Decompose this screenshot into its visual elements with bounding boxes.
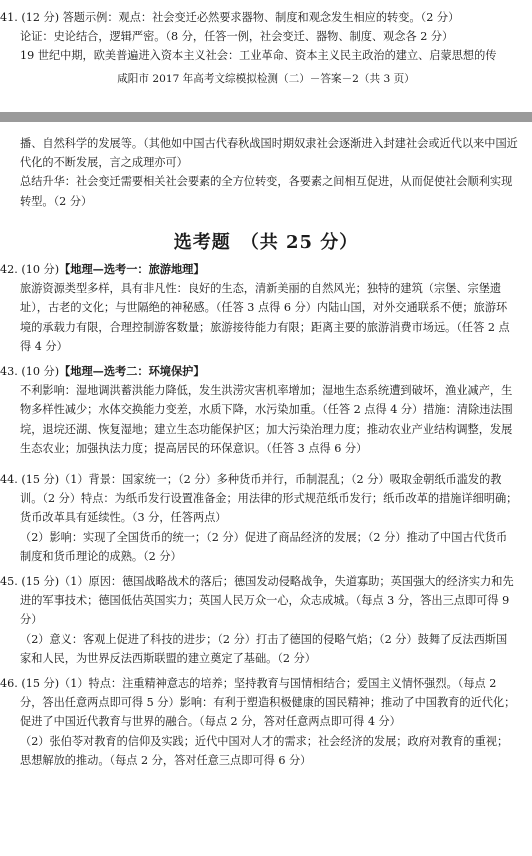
q42-topic-tag: 【地理—选考一：旅游地理】 (59, 262, 205, 277)
question-45 (0, 572, 532, 668)
q41-answer-line1: 41. (12 分) 答题示例：观点：社会变迁必然要求器物、制度和观念发生相应的转变。（2 分） (0, 11, 460, 24)
q44-part1: 44. (15 分)（1）背景：国家统一；（2 分）多种货币并行，币制混乱；（2 分）吸取金朝纸币滥发的教训。（2 分）特点：为纸币发行设置准备金；用法律的形式规范纸币发行；纸币改革的措施详细明确；货币改革具有延续性。（3 分，任答两点） (0, 473, 518, 525)
q42-number: 42. (10 分) (0, 263, 60, 277)
q43-topic-tag: 【地理—选考二：环境保护】 (59, 364, 205, 379)
question-44 (0, 470, 532, 566)
q43-heading (0, 362, 532, 381)
q46-part2: （2）张伯苓对教育的信仰及实践；近代中国对人才的需求；社会经济的发展；政府对教育的重视；思想解放的推动。（每点 2 分，答对任意三点即可得 6 分） (20, 734, 509, 767)
page-footer: 咸阳市 2017 年高考文综模拟检测（二）－答案－2（共 3 页） (117, 72, 415, 85)
section-title: 选考题 （共 25 分） (173, 231, 359, 253)
previous-page-bottom (0, 0, 532, 112)
q42-answer: 旅游资源类型多样，具有非凡性：良好的生态，清新美丽的自然风光；独特的建筑（宗堡、宗堡遗址），古老的文化；与世隔绝的神秘感。（任答 3 点得 6 分）内陆山国，对外交通联系不便；旅游环境的承载力有限，合理控制游客数量；旅游接待能力有限；距离主要的旅游消费市场远。（任答 2 点得 4 分） (20, 282, 510, 353)
q41-summary: 总结升华：社会变迁需要相关社会要素的全方位转变，各要素之间相互促进，从而促使社会顺利实现转型。（2 分） (20, 175, 513, 208)
q41-continuation: 播、自然科学的发展等。（其他如中国古代春秋战国时期奴隶社会逐渐进入封建社会或近代以来中国近代化的不断发展，言之成理亦可） (20, 137, 518, 170)
q45-part2: （2）意义：客观上促进了科技的进步；（2 分）打击了德国的侵略气焰；（2 分）鼓舞了反法西斯国家和人民，为世界反法西斯联盟的建立奠定了基础。（2 分） (20, 632, 508, 665)
q42-heading (0, 260, 532, 279)
question-42 (0, 260, 532, 356)
q43-answer: 不利影响：湿地调洪蓄洪能力降低，发生洪涝灾害机率增加；湿地生态系统遭到破坏，渔业减产，生物多样性减少；水体交换能力变差，水质下降，水污染加重。（任答 2 点得 4 分）措施：清除违法围垸，退垸还湖、恢复湿地；建立生态功能保护区；加大污染治理力度；推动农业产业结构调整，发展生态农业；加强执法力度；提高居民的环保意识。（任答 3 点得 6 分） (20, 384, 513, 455)
q43-number: 43. (10 分) (0, 365, 60, 379)
next-page-top (0, 122, 532, 770)
question-46 (0, 674, 532, 770)
question-43 (0, 362, 532, 458)
q44-part2: （2）影响：实现了全国货币的统一；（2 分）促进了商品经济的发展；（2 分）推动了中国古代货币制度和货币理论的成熟。（2 分） (20, 530, 508, 563)
q45-part1: 45. (15 分)（1）原因：德国战略战术的落后；德国发动侵略战争，失道寡助；英国强大的经济实力和先进的军事技术；德国低估英国实力；英国人民万众一心，众志成城。（每点 3 分，答出三点即可得 9 分） (0, 575, 514, 627)
q41-argument-line: 论证：史论结合，逻辑严密。（8 分，任答一例，社会变迁、器物、制度、观念各 2 分） (20, 30, 454, 44)
q46-part1: 46. (15 分)（1）特点：注重精神意志的培养；坚持教育与国情相结合；爱国主义情怀强烈。（每点 2 分，答出任意两点即可得 5 分）影响：有利于塑造积极健康的国民精神；推动了中国教育的近代化；促进了中国近代教育与世界的融合。（每点 2 分，答对任意两点即可得 4 分） (0, 677, 516, 729)
q41-example-line: 19 世纪中期，欧美普遍进入资本主义社会：工业革命、资本主义民主政治的建立、启蒙思想的传 (20, 49, 497, 63)
page-break-divider (0, 112, 532, 122)
